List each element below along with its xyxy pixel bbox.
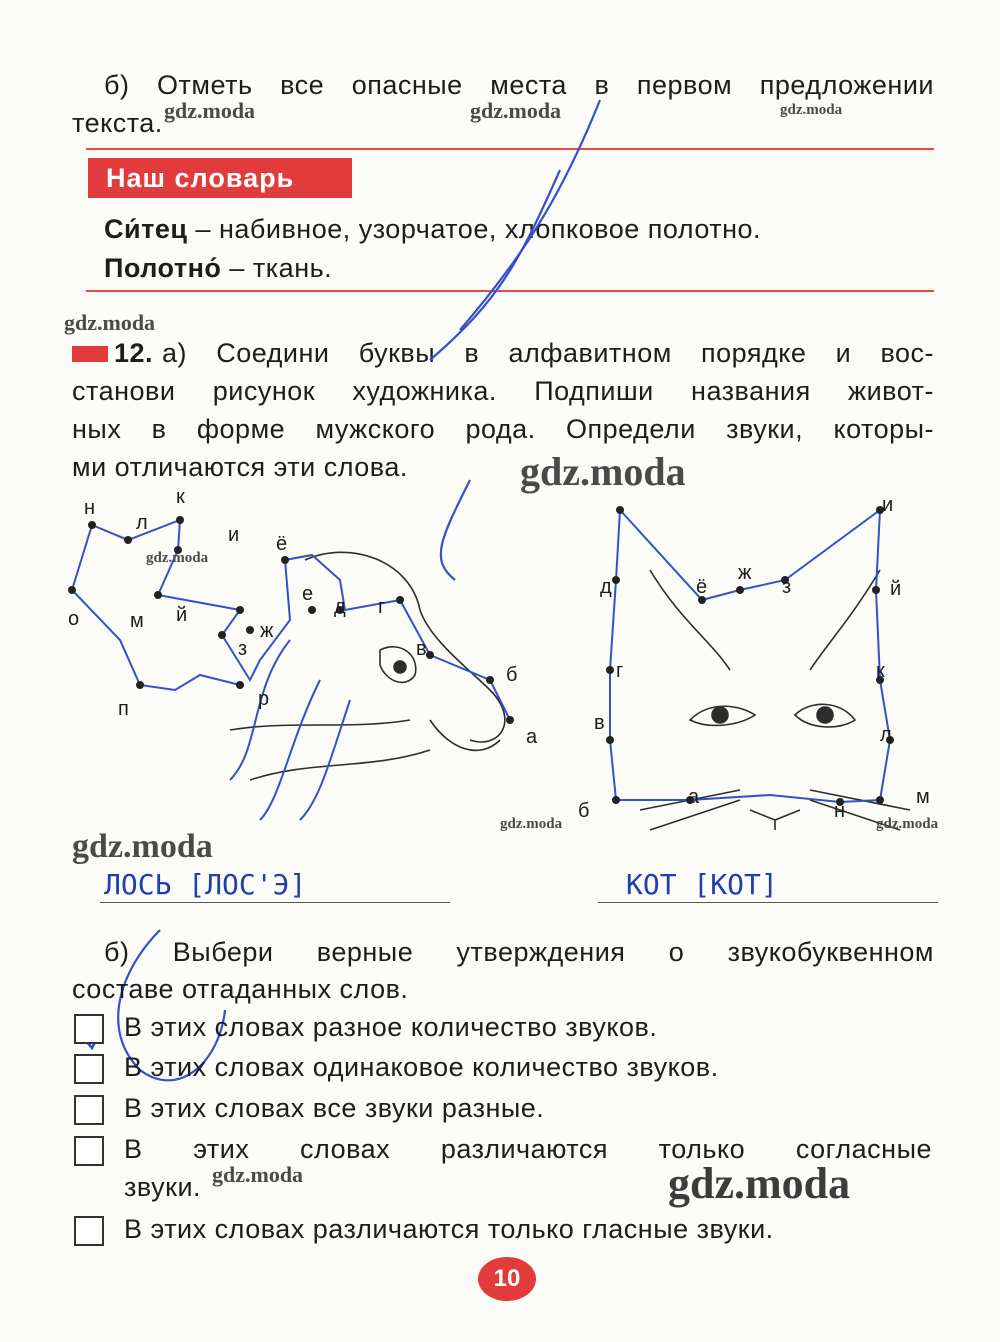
moose-letter: и	[228, 524, 240, 546]
task-number: 12.	[114, 338, 154, 368]
moose-letter: й	[176, 604, 188, 626]
watermark: gdz.moda	[520, 449, 686, 494]
moose-letter: р	[258, 688, 270, 710]
dictionary-title: Наш словарь	[88, 158, 352, 198]
moose-letter: з	[238, 638, 248, 660]
statement-text: В этих словах все звуки разные.	[124, 1093, 545, 1123]
moose-letter: н	[84, 497, 96, 519]
task-b-line1: б) Выбери верные утверждения о звукобуквенном	[104, 937, 934, 967]
task12-line2: станови рисунок художника. Подпиши названия живот-	[72, 376, 934, 406]
watermark: gdz.moda	[876, 816, 939, 832]
watermark: gdz.moda	[470, 98, 562, 123]
statement-text: В этих словах различаются только согласные	[124, 1134, 932, 1164]
moose-letter: п	[118, 698, 129, 720]
statement-checkbox[interactable]	[74, 1095, 104, 1125]
statement-checkbox[interactable]	[74, 1216, 104, 1246]
statement-text: В этих словах различаются только гласные звуки.	[124, 1214, 774, 1244]
cat-letter: з	[782, 576, 792, 598]
watermark: gdz.moda	[668, 1159, 851, 1208]
statement-checkbox[interactable]	[74, 1136, 104, 1166]
moose-letter: м	[130, 610, 144, 632]
task12-line4: ми отличаются эти слова.	[72, 452, 408, 482]
moose-letter: о	[68, 608, 80, 630]
cat-letter: в	[594, 712, 605, 734]
cat-letter: ж	[738, 562, 752, 584]
cat-letter: л	[880, 724, 892, 746]
statement-checkbox[interactable]	[74, 1014, 104, 1044]
moose-letter: к	[176, 486, 185, 508]
cat-letter: ё	[696, 576, 708, 598]
task-b-line2: составе отгаданных слов.	[72, 974, 409, 1004]
moose-letter: д	[334, 596, 346, 618]
watermark: gdz.moda	[780, 102, 843, 118]
statement-text: В этих словах разное количество звуков.	[124, 1012, 658, 1042]
cat-letter: к	[876, 660, 885, 682]
watermark: gdz.moda	[64, 310, 156, 335]
task-b-top-line2: текста.	[72, 108, 163, 138]
moose-letter: ё	[276, 533, 288, 555]
cat-letter: и	[882, 494, 894, 516]
task12-line3: ных в форме мужского рода. Определи звуки, которы-	[72, 414, 934, 444]
moose-letter: а	[526, 726, 538, 748]
cat-letter: г	[616, 660, 624, 682]
moose-letter: б	[506, 664, 518, 686]
watermark: gdz.moda	[164, 98, 256, 123]
page-number: 10	[478, 1257, 536, 1301]
dictionary-definition-1: – набивное, узорчатое, хлопковое полотно.	[195, 214, 762, 244]
moose-letter: в	[416, 638, 427, 660]
moose-letter: л	[136, 512, 148, 534]
watermark: gdz.moda	[72, 828, 213, 865]
watermark: gdz.moda	[146, 550, 209, 566]
statement-checkbox[interactable]	[74, 1054, 104, 1084]
watermark: gdz.moda	[212, 1162, 304, 1187]
statement-text: В этих словах одинаковое количество звуков.	[124, 1052, 719, 1082]
moose-letter: г	[378, 596, 386, 618]
cat-letter: д	[600, 576, 612, 598]
answer-cat: КОТ [КОТ]	[626, 868, 778, 901]
cat-letter: н	[834, 800, 846, 822]
watermark: gdz.moda	[500, 816, 563, 832]
task12-line1: а) Соедини буквы в алфавитном порядке и вос-	[162, 338, 934, 368]
cat-letter: а	[688, 786, 700, 808]
dictionary-word-1: Си́тец	[104, 214, 188, 244]
task-b-top-line1: б) Отметь все опасные места в первом предложении	[104, 70, 934, 100]
cat-letter: б	[578, 800, 590, 822]
cat-letter: й	[890, 578, 902, 600]
dictionary-word-2: Полотно́	[104, 253, 222, 283]
statement-text-continued: звуки.	[124, 1172, 202, 1202]
dictionary-definition-2: – ткань.	[229, 253, 333, 283]
cat-letter: м	[916, 786, 930, 808]
moose-letter: е	[302, 583, 314, 605]
answer-moose: ЛОСЬ [ЛОС'Э]	[104, 868, 307, 901]
moose-letter: ж	[260, 620, 274, 642]
